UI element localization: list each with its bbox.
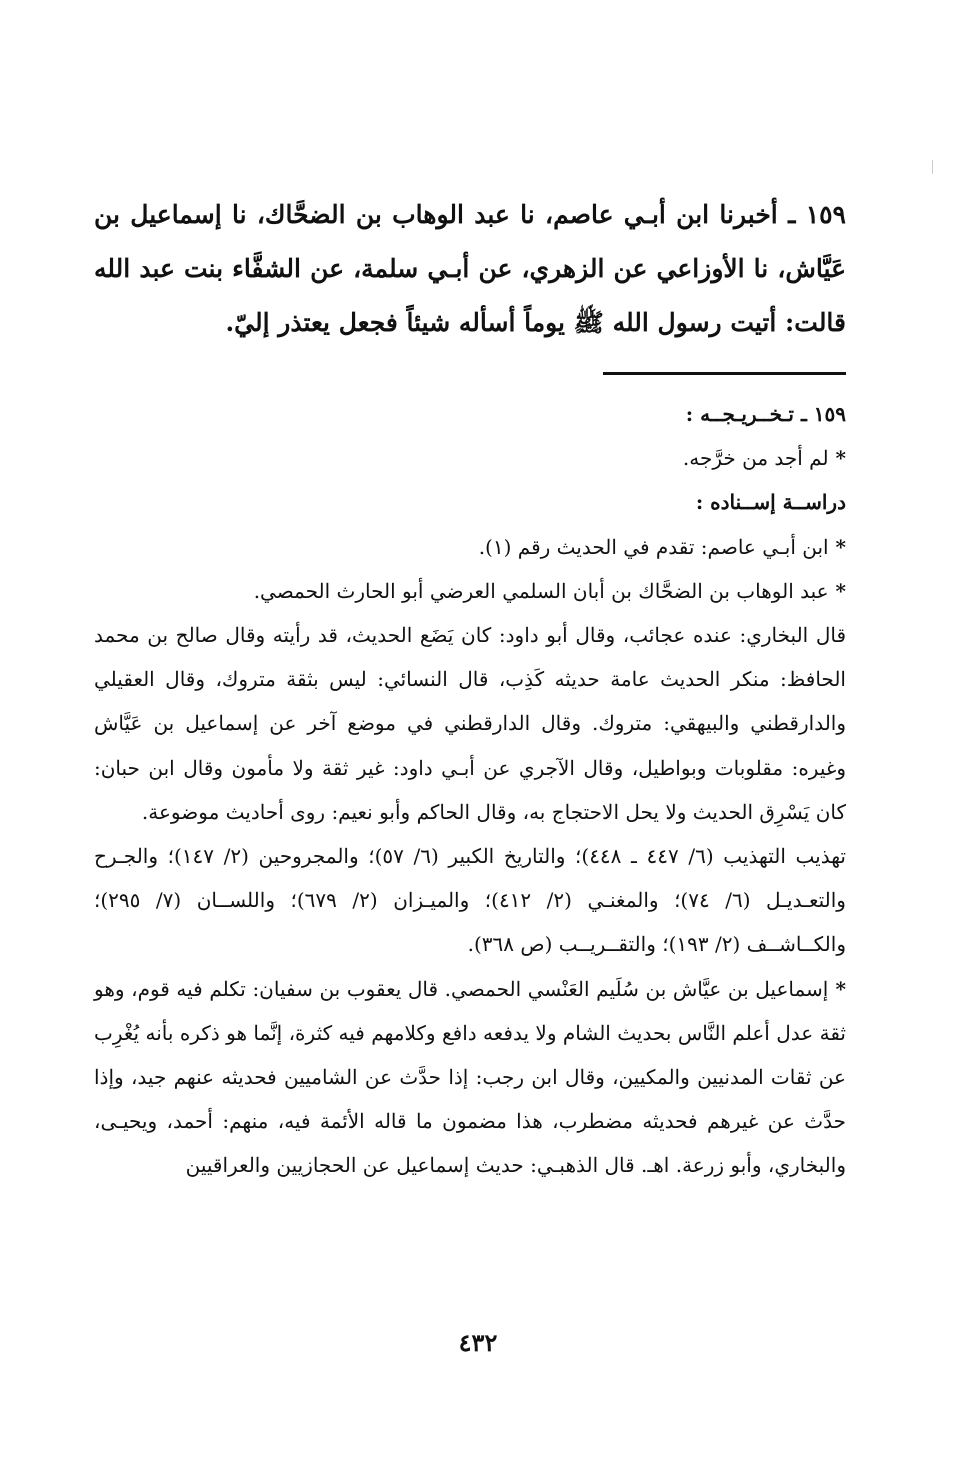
dirasa-heading: دراســة إســناده : bbox=[695, 490, 846, 515]
narrator-note-3: * إسماعيل بن عيَّاش بن سُلَيم العَنْسي الحمصي. قال يعقوب بن سفيان: تكلم فيه قوم، وهو ثقة عدل أعلم النَّاس بحديث الشام ولا يدفعه دافع وكلامهم فيه كثرة، إنَّما هو ذكره بأنه يُغْرِب عن ثقات المدنيين والمكيين، وقال ابن رجب: إذا حدَّث عن الشاميين فحديثه عنهم جيد، وإذا حدَّث عن غيرهم فحديثه مضطرب، هذا مضمون ما قاله الأئمة فيه، منهم: أحمد، ويحيـى، والبخاري، وأبو زرعة. اهـ. قال الذهبـي: حديث إسماعيل عن الحجازيين والعراقيين bbox=[94, 967, 846, 1188]
takhrij-text: * لم أجد من خرَّجه. bbox=[94, 436, 846, 480]
hadith-body: أخبرنا ابن أبـي عاصم، نا عبد الوهاب بن الضحَّاك، نا إسماعيل بن عَيَّاش، نا الأوزاعي عن الزهري، عن أبـي سلمة، عن الشفَّاء بنت عبد الله قالت: أتيت رسول الله ﷺ يوماً أسأله شيئاً فجعل يعتذر إليّ. bbox=[94, 200, 846, 337]
hadith-number: ١٥٩ ـ bbox=[788, 200, 846, 229]
takhrij-heading: ١٥٩ ـ تـخــريـجــه : bbox=[685, 402, 846, 426]
narrator-note-1: * ابن أبـي عاصم: تقدم في الحديث رقم (١). bbox=[94, 525, 846, 569]
narrator-note-2: * عبد الوهاب بن الضحَّاك بن أبان السلمي العرضي أبو الحارث الحمصي. bbox=[94, 569, 846, 613]
page-number: ٤٣٢ bbox=[458, 1328, 498, 1357]
footnote-separator bbox=[603, 372, 846, 375]
narrator-critique: قال البخاري: عنده عجائب، وقال أبو داود: كان يَضَع الحديث، قد رأيته وقال صالح بن محمد الحافظ: منكر الحديث عامة حديثه كَذِب، قال النسائي: ليس بثقة متروك، وقال العقيلي والدارقطني والبيهقي: متروك. وقال الدارقطني في موضع آخر عن إسماعيل بن عَيَّاش وغيره: مقلوبات وبواطيل، وقال الآجري عن أبـي داود: غير ثقة ولا مأمون وقال ابن حبان: كان يَسْرِق الحديث ولا يحل الاحتجاج به، وقال الحاكم وأبو نعيم: روى أحاديث موضوعة. bbox=[94, 623, 846, 824]
references: تهذيب التهذيب (٦/ ٤٤٧ ـ ٤٤٨)؛ والتاريخ الكبير (٦/ ٥٧)؛ والمجروحين (٢/ ١٤٧)؛ والجـرح والتعـديـل (٦/ ٧٤)؛ والمغنـي (٢/ ٤١٢)؛ والميـزان (٢/ ٦٧٩)؛ واللســان (٧/ ٢٩٥)؛ والكــاشــف (٢/ ١٩٣)؛ والتقــريــب (ص ٣٦٨). bbox=[94, 844, 846, 957]
hadith-text-block bbox=[94, 188, 846, 350]
margin-mark bbox=[932, 160, 933, 174]
footnotes-block bbox=[94, 392, 846, 1188]
